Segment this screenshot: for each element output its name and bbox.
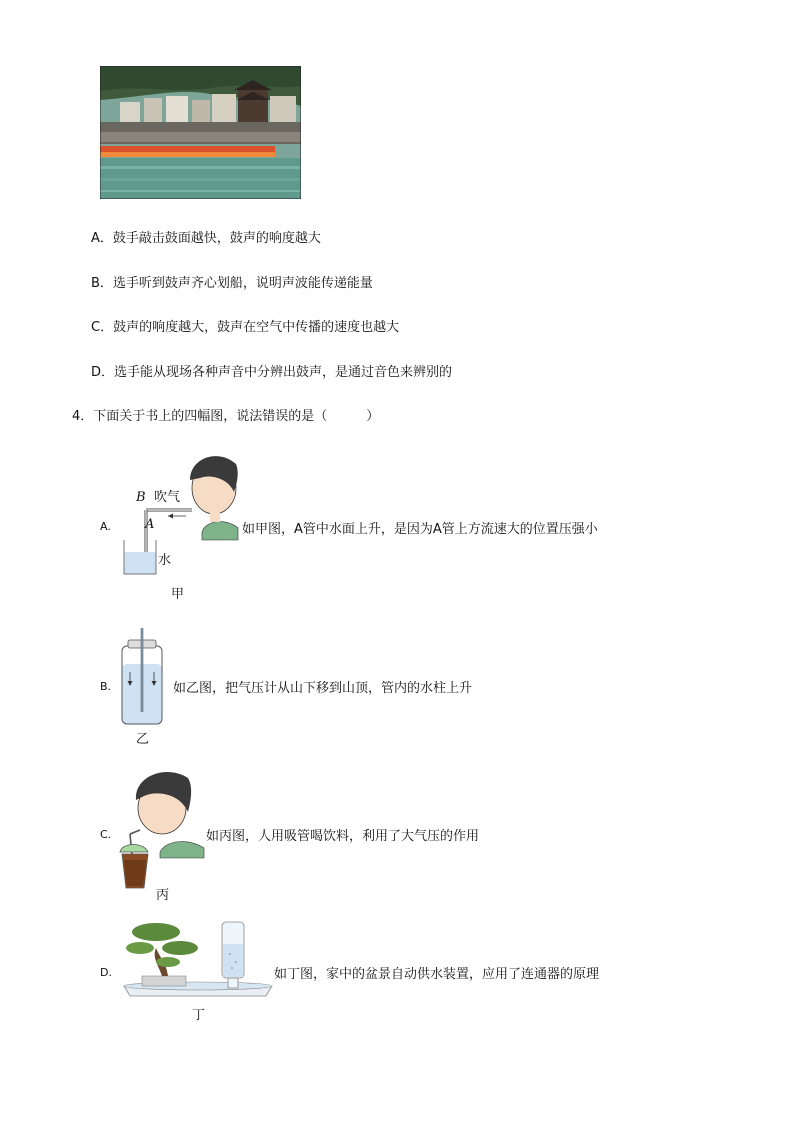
- figure-jia: [118, 448, 242, 580]
- figure-jia-caption: 甲: [171, 587, 185, 602]
- figure-yi-caption: 乙: [136, 732, 150, 747]
- figure-yi: [118, 628, 166, 728]
- figure-ding: [122, 918, 274, 1002]
- q4-item-d-label: D.: [100, 966, 112, 979]
- dragon-boat-photo-image: [100, 66, 301, 199]
- dragon-boat-photo: [100, 66, 301, 199]
- q3-option-c: C．鼓声的响度越大，鼓声在空气中传播的速度也越大: [91, 320, 400, 335]
- figure-jia-label-water: 水: [158, 553, 172, 568]
- q4-item-c-text: 如丙图，人用吸管喝饮料，利用了大气压的作用: [206, 829, 480, 844]
- q4-stem: 4．下面关于书上的四幅图，说法错误的是（ ）: [72, 409, 380, 424]
- figure-jia-label-b: B: [136, 490, 146, 505]
- q4-item-c-label: C.: [100, 828, 112, 841]
- figure-jia-label-a: A: [145, 517, 155, 532]
- q3-option-d: D．选手能从现场各种声音中分辨出鼓声，是通过音色来辨别的: [91, 365, 453, 380]
- q4-item-b-text: 如乙图，把气压计从山下移到山顶，管内的水柱上升: [173, 681, 473, 696]
- q3-option-a: A．鼓手敲击鼓面越快，鼓声的响度越大: [91, 231, 321, 246]
- figure-jia-drawing: [118, 448, 242, 580]
- q4-item-a-text: 如甲图，A管中水面上升，是因为A管上方流速大的位置压强小: [242, 522, 598, 537]
- q3-option-b: B．选手听到鼓声齐心划船，说明声波能传递能量: [91, 276, 373, 291]
- figure-jia-label-blow: 吹气: [154, 490, 181, 505]
- q4-item-b-label: B.: [100, 680, 112, 693]
- figure-bing-drawing: [118, 764, 208, 892]
- q4-item-d-text: 如丁图，家中的盆景自动供水装置，应用了连通器的原理: [274, 967, 600, 982]
- figure-ding-drawing: [122, 918, 274, 1002]
- figure-ding-caption: 丁: [192, 1008, 206, 1023]
- q4-item-a-label: A.: [100, 520, 111, 533]
- figure-bing: [118, 764, 208, 892]
- figure-yi-drawing: [118, 628, 166, 728]
- figure-bing-caption: 丙: [156, 888, 170, 903]
